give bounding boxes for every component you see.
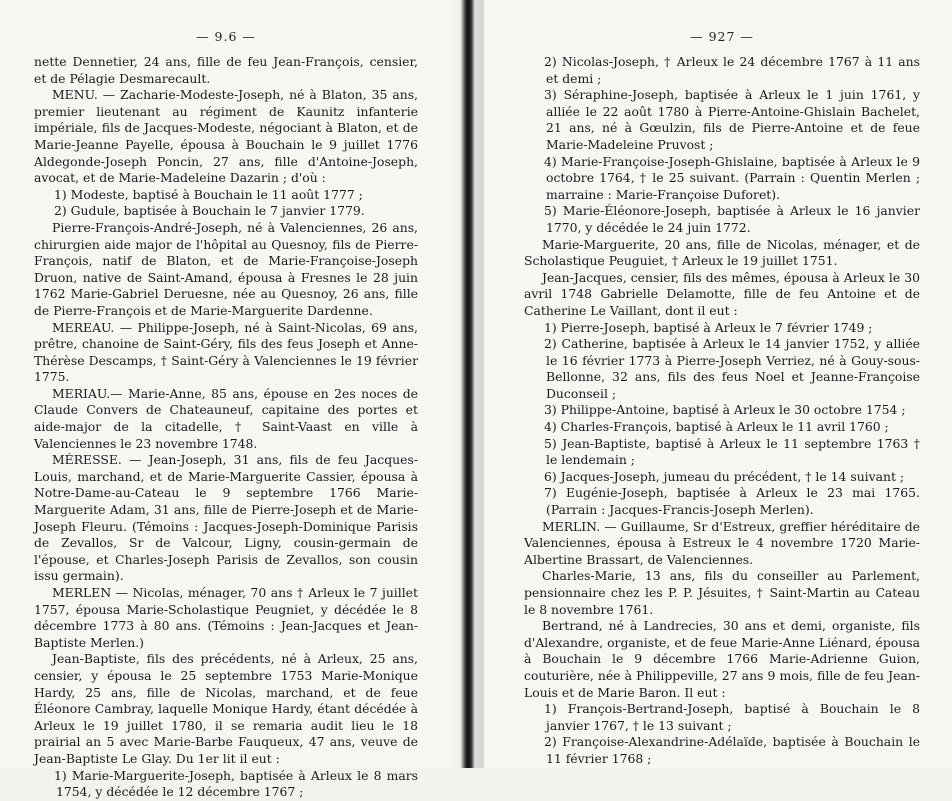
left-page-paragraph: MENU. — Zacharie-Modeste-Joseph, né à Blaton, 35 ans, premier lieutenant au régiment de Kaunitz infanterie impériale, fils de Jacques-Modeste, négociant à Blaton, et de Marie-Jeanne Payelle, épousa à Bouchain le 9 juillet 1776 Aldegonde-Joseph Poncin, 27 ans, fille d'Antoine-Joseph, avocat, et de Marie-Madeleine Dazarin ; d'où : <box>34 87 418 186</box>
right-page-text <box>524 54 920 768</box>
right-page-paragraph: 2) Nicolas-Joseph, † Arleux le 24 décembre 1767 à 11 ans et demi ; <box>544 54 920 86</box>
left-page-paragraph: MERLEN — Nicolas, ménager, 70 ans † Arleux le 7 juillet 1757, épousa Marie-Scholastique Peugniet, y décédée le 8 décembre 1773 à 80 ans. (Témoins : Jean-Jacques et Jean-Baptiste Merlen.) <box>34 585 418 650</box>
right-page-paragraph: Jean-Jacques, censier, fils des mêmes, épousa à Arleux le 30 avril 1748 Gabrielle Delamotte, fille de feu Antoine et de Catherine Le Vaillant, dont il eut : <box>524 269 920 318</box>
left-page-paragraph: MÉRESSE. — Jean-Joseph, 31 ans, fils de feu Jacques-Louis, marchand, et de Marie-Marguerite Cassier, épousa à Notre-Dame-au-Cateau le 9 septembre 1766 Marie-Marguerite Adam, 31 ans, fille de Pierre-Joseph et de Marie-Joseph Fleuru. (Témoins : Jacques-Joseph-Dominique Parisis de Zevallos, Sr de Valcour, Ligny, cousin-germain de l'épouse, et Charles-Joseph Parisis de Zevallos, son cousin issu germain). <box>34 452 418 584</box>
left-page-paragraph: nette Dennetier, 24 ans, fille de feu Jean-François, censier, et de Pélagie Desmarecault. <box>34 54 418 86</box>
left-page-paragraph: Pierre-François-André-Joseph, né à Valenciennes, 26 ans, chirurgien aide major de l'hôpital au Quesnoy, fils de Pierre-François, natif de Blaton, et de Marie-Françoise-Joseph Druon, native de Saint-Amand, épousa à Fresnes le 28 juin 1762 Marie-Gabriel Deruesne, née au Quesnoy, 26 ans, fille de Pierre-François et de Marie-Marguerite Dardenne. <box>34 219 418 318</box>
right-page-paragraph: 2) Françoise-Alexandrine-Adélaïde, baptisée à Bouchain le 11 février 1768 ; <box>544 734 920 766</box>
left-page-paragraph: MERIAU.— Marie-Anne, 85 ans, épouse en 2es noces de Claude Convers de Chateauneuf, capitaine des portes et aide-major de la citadelle, † Saint-Vaast en ville à Valenciennes le 23 novembre 1748. <box>34 385 418 451</box>
right-page-paragraph: 3) Philippe-Antoine, baptisé à Arleux le 30 octobre 1754 ; <box>544 402 906 418</box>
left-page-text <box>34 54 418 801</box>
right-page-paragraph: 7) Eugénie-Joseph, baptisée à Arleux le 23 mai 1765. (Parrain : Jacques-Francis-Joseph Merlen). <box>544 485 920 518</box>
right-page-paragraph: 6) Jacques-Joseph, jumeau du précédent, † le 14 suivant ; <box>544 468 905 484</box>
left-page-paragraph: 2) Gudule, baptisée à Bouchain le 7 janvier 1779. <box>54 203 365 219</box>
right-page <box>484 0 952 768</box>
right-page-paragraph: 1) François-Bertrand-Joseph, baptisé à Bouchain le 8 janvier 1767, † le 13 suivant ; <box>544 701 920 733</box>
right-page-paragraph: 1) Pierre-Joseph, baptisé à Arleux le 7 février 1749 ; <box>544 319 873 335</box>
right-page-paragraph: 2) Catherine, baptisée à Arleux le 14 janvier 1752, y alliée le 16 février 1773 à Pierre-Joseph Verriez, né à Gouy-sous-Bellonne, 32 ans, fils des feus Noel et Jeanne-Françoise Duconseil ; <box>544 336 920 401</box>
right-page-paragraph: Marie-Marguerite, 20 ans, fille de Nicolas, ménager, et de Scholastique Peuguiet, † Arleux le 19 juillet 1751. <box>524 236 920 269</box>
left-page-paragraph: 1) Marie-Marguerite-Joseph, baptisée à Arleux le 8 mars 1754, y décédée le 12 décembre 1767 ; <box>54 767 418 800</box>
left-page <box>0 0 468 800</box>
left-page-number: — 9.6 — <box>196 29 256 44</box>
right-page-paragraph: 4) Marie-Françoise-Joseph-Ghislaine, baptisée à Arleux le 9 octobre 1764, † le 25 suivant. (Parrain : Quentin Merlen ; marraine : Marie-Françoise Duforet). <box>544 153 920 202</box>
right-page-paragraph: Bertrand, né à Landrecies, 30 ans et demi, organiste, fils d'Alexandre, organiste, et de feue Marie-Anne Liénard, épousa à Bouchain le 9 décembre 1766 Marie-Adrienne Guion, couturière, née à Philippeville, 27 ans 9 mois, fille de feu Jean-Louis et de Marie Baron. Il eut : <box>524 618 920 700</box>
right-page-paragraph: Charles-Marie, 13 ans, fils du conseiller au Parlement, pensionnaire chez les P. P. Jésuites, † Saint-Martin au Cateau le 8 novembre 1761. <box>524 568 920 617</box>
left-page-paragraph: MEREAU. — Philippe-Joseph, né à Saint-Nicolas, 69 ans, prêtre, chanoine de Saint-Géry, fils des feus Joseph et Anne-Thérèse Descamps, † Saint-Géry à Valenciennes le 19 février 1775. <box>34 319 418 385</box>
right-page-paragraph: 3) Séraphine-Joseph, baptisée à Arleux le 1 juin 1761, y alliée le 22 août 1780 à Pierre-Antoine-Ghislain Bachelet, 21 ans, né à Gœulzin, fils de Pierre-Antoine et de feue Marie-Madeleine Pruvost ; <box>544 87 920 152</box>
left-page-paragraph: Jean-Baptiste, fils des précédents, né à Arleux, 25 ans, censier, y épousa le 25 septembre 1753 Marie-Monique Hardy, 25 ans, fille de Nicolas, marchand, et de feue Éléonore Cambray, laquelle Monique Hardy, étant décédée à Arleux le 19 juillet 1780, il se remaria audit lieu le 18 prairial an 5 avec Marie-Barbe Fauqueux, 47 ans, veuve de Jean-Baptiste Le Glay. Du 1er lit il eut : <box>34 651 418 766</box>
right-page-number: — 927 — <box>690 29 754 44</box>
left-page-paragraph: 1) Modeste, baptisé à Bouchain le 11 août 1777 ; <box>54 186 363 202</box>
right-page-paragraph: 4) Charles-François, baptisé à Arleux le 11 avril 1760 ; <box>544 419 889 435</box>
book-spine <box>461 0 475 768</box>
right-page-paragraph: MERLIN. — Guillaume, Sr d'Estreux, greffier héréditaire de Valenciennes, épousa à Estreux le 4 novembre 1720 Marie-Albertine Brassart, de Valenciennes. <box>524 518 920 567</box>
right-page-paragraph: 5) Jean-Baptiste, baptisé à Arleux le 11 septembre 1763 † le lendemain ; <box>544 435 920 468</box>
right-page-paragraph: 5) Marie-Éléonore-Joseph, baptisée à Arleux le 16 janvier 1770, y décédée le 24 juin 1772. <box>544 203 920 235</box>
